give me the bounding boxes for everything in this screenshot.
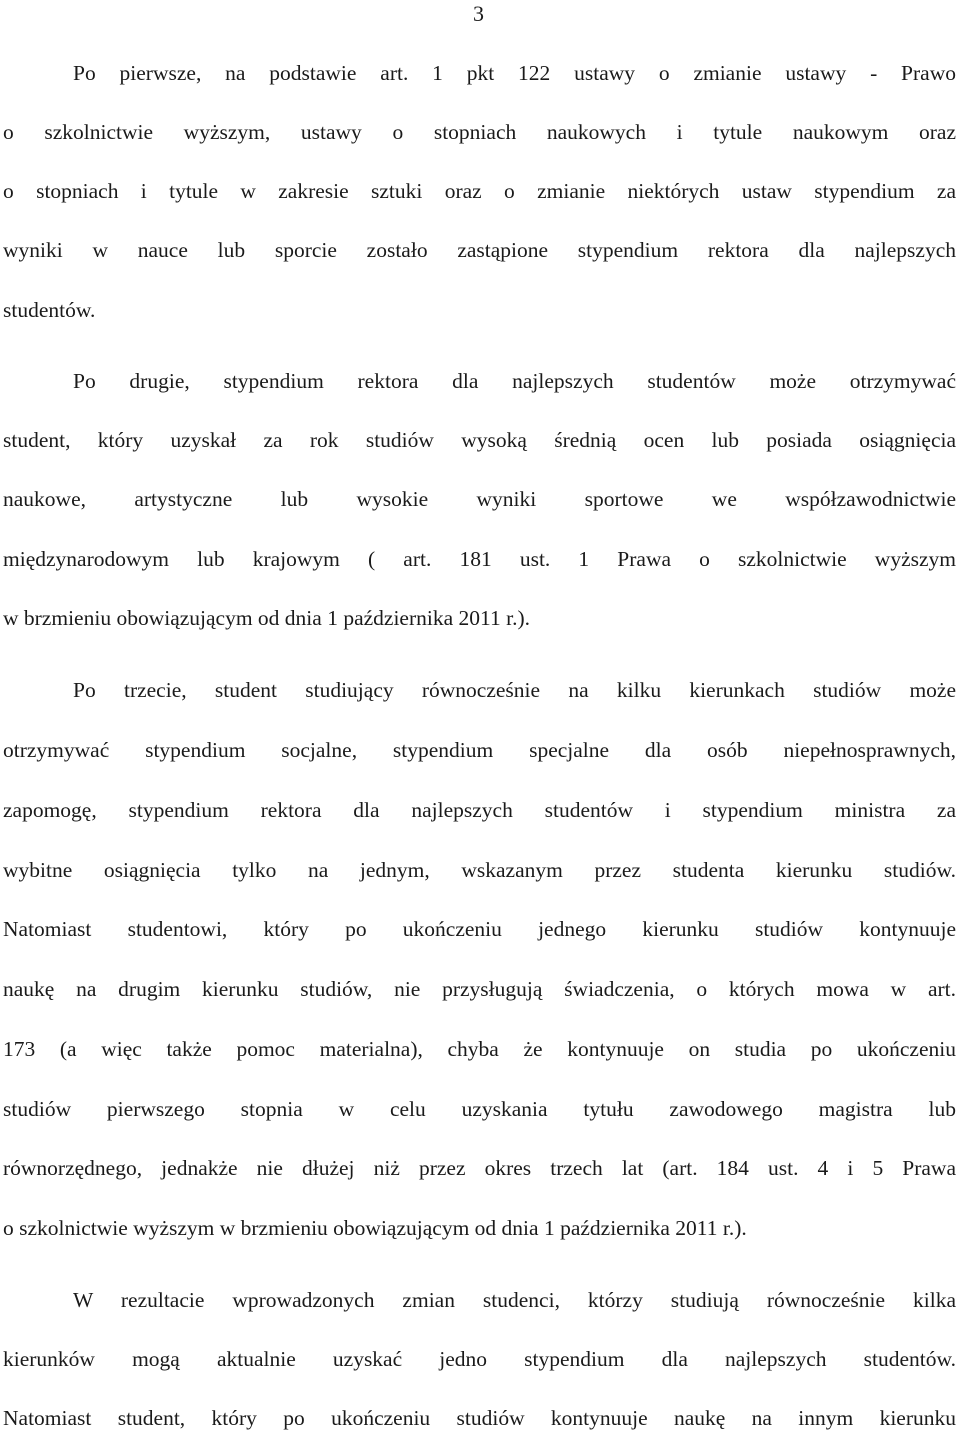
text-line: Po pierwsze, na podstawie art. 1 pkt 122 ustawy o zmianie ustawy - Prawo	[73, 61, 956, 85]
text-line: zapomogę, stypendium rektora dla najlepszych studentów i stypendium ministra za	[3, 798, 956, 822]
text-line: Natomiast studentowi, który po ukończeniu jednego kierunku studiów kontynuuje	[3, 917, 956, 941]
text-line: o szkolnictwie wyższym w brzmieniu obowiązującym od dnia 1 października 2011 r.).	[3, 1216, 747, 1240]
text-line: 173 (a więc także pomoc materialna), chyba że kontynuuje on studia po ukończeniu	[3, 1037, 956, 1061]
text-line: otrzymywać stypendium socjalne, stypendium specjalne dla osób niepełnosprawnych,	[3, 738, 956, 762]
text-line: student, który uzyskał za rok studiów wysoką średnią ocen lub posiada osiągnięcia	[3, 428, 956, 452]
text-line: w brzmieniu obowiązującym od dnia 1 października 2011 r.).	[3, 606, 530, 630]
text-line: studentów.	[3, 298, 96, 322]
text-line: W rezultacie wprowadzonych zmian studenci, którzy studiują równocześnie kilka	[73, 1288, 956, 1312]
text-line: naukę na drugim kierunku studiów, nie przysługują świadczenia, o których mowa w art.	[3, 977, 956, 1001]
text-line: międzynarodowym lub krajowym ( art. 181 ust. 1 Prawa o szkolnictwie wyższym	[3, 547, 956, 571]
text-line: wyniki w nauce lub sporcie zostało zastąpione stypendium rektora dla najlepszych	[3, 238, 956, 262]
text-line: kierunków mogą aktualnie uzyskać jedno stypendium dla najlepszych studentów.	[3, 1347, 956, 1371]
page-number: 3	[473, 1, 484, 26]
text-line: naukowe, artystyczne lub wysokie wyniki sportowe we współzawodnictwie	[3, 487, 956, 511]
text-line: wybitne osiągnięcia tylko na jednym, wskazanym przez studenta kierunku studiów.	[3, 858, 956, 882]
text-line: Po trzecie, student studiujący równocześnie na kilku kierunkach studiów może	[73, 678, 956, 702]
text-line: studiów pierwszego stopnia w celu uzyskania tytułu zawodowego magistra lub	[3, 1097, 956, 1121]
text-line: Natomiast student, który po ukończeniu studiów kontynuuje naukę na innym kierunku	[3, 1406, 956, 1430]
text-line: o szkolnictwie wyższym, ustawy o stopniach naukowych i tytule naukowym oraz	[3, 120, 956, 144]
text-line: Po drugie, stypendium rektora dla najlepszych studentów może otrzymywać	[73, 369, 956, 393]
text-line: równorzędnego, jednakże nie dłużej niż przez okres trzech lat (art. 184 ust. 4 i 5 Prawa	[3, 1156, 956, 1180]
text-line: o stopniach i tytule w zakresie sztuki oraz o zmianie niektórych ustaw stypendium za	[3, 179, 956, 203]
